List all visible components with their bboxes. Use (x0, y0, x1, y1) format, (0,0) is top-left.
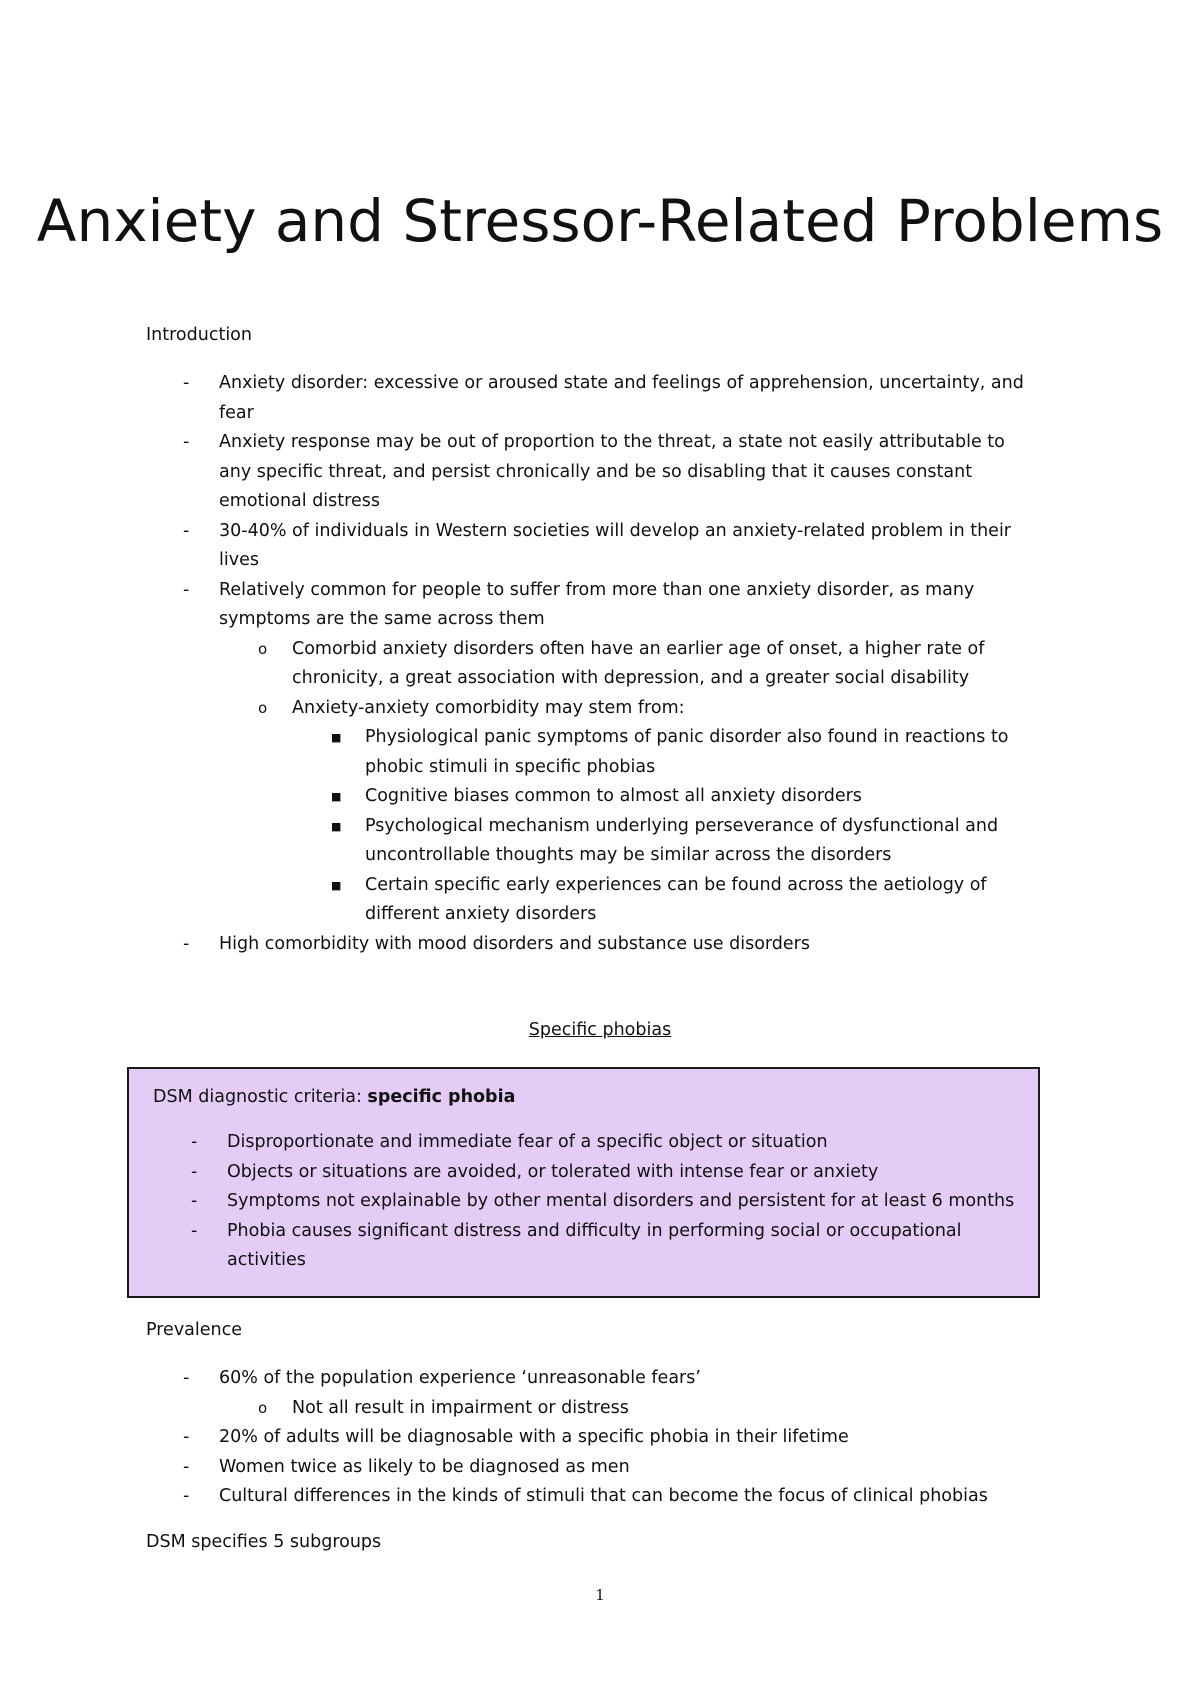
dsm-criteria-box (127, 1067, 1040, 1298)
circle-bullet-icon: o (258, 1398, 268, 1417)
dash-bullet-icon: - (183, 579, 190, 600)
page-number: 1 (595, 1586, 605, 1604)
list-item-body (331, 723, 1059, 782)
list-item (183, 1453, 1059, 1483)
list-item-body (191, 1217, 1027, 1276)
list-item-line: 20% of adults will be diagnosable with a specific phobia in their lifetime (219, 1427, 849, 1447)
document-title (0, 187, 1200, 255)
list-item-line: any specific threat, and persist chronically and be so disabling that it causes constant (219, 461, 973, 482)
list-item-line: Objects or situations are avoided, or tolerated with intense fear or anxiety (227, 1161, 879, 1182)
list-item-line: different anxiety disorders (365, 904, 597, 924)
list-item-body (191, 1158, 1027, 1188)
list-item-body (258, 635, 1059, 694)
list-item-line: Psychological mechanism underlying perseverance of dysfunctional and (365, 815, 999, 836)
list-item (191, 1128, 1027, 1158)
list-item-line: uncontrollable thoughts may be similar across the disorders (365, 845, 892, 865)
specific-phobias-heading-text: Specific phobias (528, 1020, 672, 1040)
list-item (219, 635, 1059, 694)
list-item (219, 723, 1059, 782)
list-item-line: 30-40% of individuals in Western societies will develop an anxiety-related problem in their (219, 520, 1012, 541)
list-item-line: Anxiety-anxiety comorbidity may stem from: (292, 697, 685, 718)
square-bullet-icon: ■ (331, 878, 342, 892)
list-item-line: Women twice as likely to be diagnosed as men (219, 1456, 630, 1477)
list-item-line: activities (227, 1250, 306, 1270)
list-item-line: Phobia causes significant distress and difficulty in performing social or occupational (227, 1220, 962, 1241)
list-item (183, 428, 1059, 517)
list-item-line: Cultural differences in the kinds of stimuli that can become the focus of clinical phobias (219, 1486, 988, 1506)
dsm-criteria-title-bold: specific phobia (367, 1087, 516, 1107)
list-item-body (331, 812, 1059, 871)
list-item (183, 369, 1059, 428)
list-item (219, 812, 1059, 871)
list-item-line: emotional distress (219, 491, 380, 511)
list-item-body (191, 1187, 1027, 1217)
dash-bullet-icon: - (183, 432, 190, 452)
list-item-line: High comorbidity with mood disorders and substance use disorders (219, 933, 810, 954)
list-item (183, 1482, 1059, 1512)
list-item-body (183, 369, 1059, 428)
list-item-line: chronicity, a great association with depression, and a greater social disability (292, 668, 970, 688)
dash-bullet-icon: - (191, 1132, 198, 1152)
dash-bullet-icon: - (183, 1486, 190, 1506)
dash-bullet-icon: - (183, 1368, 190, 1388)
list-item-line: symptoms are the same across them (219, 609, 545, 629)
list-item-body (183, 1423, 1059, 1453)
list-item-body (183, 1482, 1059, 1512)
list-item-line: Physiological panic symptoms of panic disorder also found in reactions to (365, 727, 1009, 747)
prevalence-list (183, 1364, 1059, 1512)
list-item (183, 1423, 1059, 1453)
dash-bullet-icon: - (183, 373, 190, 393)
list-item-body (183, 517, 1059, 576)
circle-bullet-icon: o (258, 698, 268, 717)
dash-bullet-icon: - (191, 1220, 198, 1241)
square-bullet-icon: ■ (331, 790, 342, 803)
list-item-line: Relatively common for people to suffer from more than one anxiety disorder, as many (219, 579, 975, 600)
list-item (191, 1158, 1027, 1188)
prevalence-heading: Prevalence (146, 1320, 243, 1340)
list-item (191, 1187, 1027, 1217)
list-item-body (191, 1128, 1027, 1158)
list-item (183, 517, 1059, 576)
specific-phobias-heading (0, 1020, 1200, 1040)
list-item-line: phobic stimuli in specific phobias (365, 756, 656, 777)
list-item-line: Certain specific early experiences can be found across the aetiology of (365, 874, 987, 895)
list-item-body (183, 1453, 1059, 1483)
dsm-criteria-title (153, 1087, 515, 1107)
dsm-criteria-list (191, 1128, 1027, 1276)
list-item-body (258, 694, 1059, 724)
list-item-line: Disproportionate and immediate fear of a specific object or situation (227, 1132, 828, 1152)
list-item-line: 60% of the population experience ‘unreasonable fears’ (219, 1368, 701, 1388)
list-item (191, 1217, 1027, 1276)
document-title-text: Anxiety and Stressor-Related Problems (36, 186, 1164, 255)
list-item-body (258, 1394, 1059, 1424)
list-item-line: Cognitive biases common to almost all anxiety disorders (365, 786, 862, 806)
list-item-line: Anxiety disorder: excessive or aroused state and feelings of apprehension, uncertainty, and (219, 373, 1024, 393)
introduction-heading: Introduction (146, 325, 252, 345)
dsm-criteria-title-prefix: DSM diagnostic criteria: (153, 1087, 368, 1107)
list-item-body (331, 871, 1059, 930)
square-bullet-icon: ■ (331, 819, 342, 833)
dash-bullet-icon: - (191, 1161, 198, 1182)
square-bullet-icon: ■ (331, 731, 342, 744)
list-item-body (183, 428, 1059, 517)
list-item-body (331, 782, 1059, 812)
list-item (219, 782, 1059, 812)
list-item-body (183, 930, 1059, 960)
dash-bullet-icon: - (183, 520, 190, 541)
list-item (183, 930, 1059, 960)
list-item (183, 576, 1059, 635)
dash-bullet-icon: - (183, 1456, 190, 1477)
circle-bullet-icon: o (258, 639, 268, 658)
dash-bullet-icon: - (183, 933, 190, 954)
list-item-line: lives (219, 550, 259, 570)
list-item-line: Not all result in impairment or distress (292, 1397, 629, 1418)
list-item-line: Anxiety response may be out of proportion to the threat, a state not easily attributable to (219, 432, 1005, 452)
dash-bullet-icon: - (191, 1191, 198, 1211)
list-item (219, 871, 1059, 930)
list-item (219, 694, 1059, 724)
dash-bullet-icon: - (183, 1427, 190, 1447)
list-item-line: fear (219, 402, 254, 423)
list-item-line: Comorbid anxiety disorders often have an earlier age of onset, a higher rate of (292, 638, 985, 659)
list-item-body (183, 1364, 1059, 1394)
introduction-list (183, 369, 1059, 959)
list-item-body (183, 576, 1059, 635)
subgroups-heading: DSM specifies 5 subgroups (146, 1532, 382, 1552)
list-item (183, 1364, 1059, 1394)
list-item-line: Symptoms not explainable by other mental disorders and persistent for at least 6 months (227, 1191, 1015, 1211)
list-item (219, 1394, 1059, 1424)
